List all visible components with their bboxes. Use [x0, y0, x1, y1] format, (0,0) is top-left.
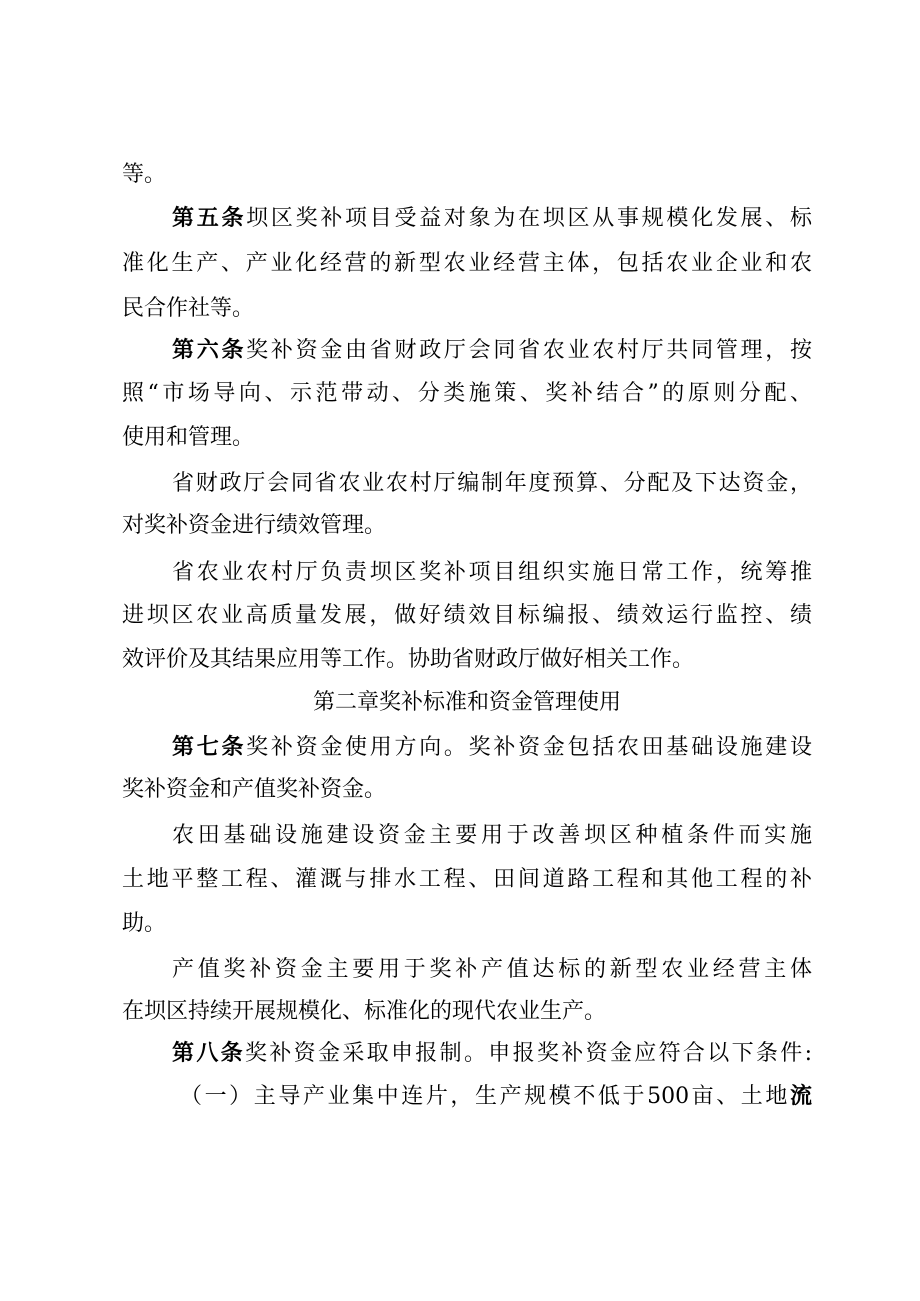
paragraph-line: 照“市场导向、示范带动、分类施策、奖补结合”的原则分配、 [122, 381, 812, 406]
article-label: 第八条 [172, 1040, 245, 1066]
paragraph-line: 民合作社等。 [122, 296, 255, 321]
article-7-line: 第七条奖补资金使用方向。奖补资金包括农田基础设施建设 [172, 734, 812, 760]
paragraph-line: 省农业农村厅负责坝区奖补项目组织实施日常工作，统筹推 [172, 560, 812, 585]
paragraph-line: 对奖补资金进行绩效管理。 [122, 513, 387, 538]
article-label: 第五条 [172, 205, 247, 231]
paragraph-line: 在坝区持续开展规模化、标准化的现代农业生产。 [122, 999, 607, 1024]
paragraph-line: 准化生产、产业化经营的新型农业经营主体，包括农业企业和农 [122, 251, 812, 276]
paragraph-line: 使用和管理。 [122, 425, 255, 450]
article-label: 第六条 [172, 337, 247, 363]
paragraph-line: 助。 [122, 911, 167, 936]
list-item-line: （一）主导产业集中连片，生产规模不低于500亩、土地流 [180, 1083, 812, 1109]
article-8-line: 第八条奖补资金采取申报制。申报奖补资金应符合以下条件: [172, 1040, 812, 1066]
paragraph-line: 效评价及其结果应用等工作。协助省财政厅做好相关工作。 [122, 647, 695, 672]
paragraph-line: 进坝区农业高质量发展，做好绩效目标编报、绩效运行监控、绩 [122, 603, 812, 628]
article-label: 第七条 [172, 734, 247, 760]
paragraph-line: 等。 [122, 162, 167, 187]
paragraph-line: 奖补资金和产值奖补资金。 [122, 777, 387, 802]
paragraph-line: 土地平整工程、灌溉与排水工程、田间道路工程和其他工程的补 [122, 867, 812, 892]
article-5-line: 第五条坝区奖补项目受益对象为在坝区从事规模化发展、标 [172, 205, 812, 231]
paragraph-line: 农田基础设施建设资金主要用于改善坝区种植条件而实施 [172, 823, 812, 848]
paragraph-line: 省财政厅会同省农业农村厅编制年度预算、分配及下达资金， [172, 471, 812, 496]
paragraph-line: 产值奖补资金主要用于奖补产值达标的新型农业经营主体 [172, 957, 812, 982]
chapter-heading: 第二章奖补标准和资金管理使用 [312, 690, 621, 715]
article-6-line: 第六条奖补资金由省财政厅会同省农业农村厅共同管理，按 [172, 337, 812, 363]
